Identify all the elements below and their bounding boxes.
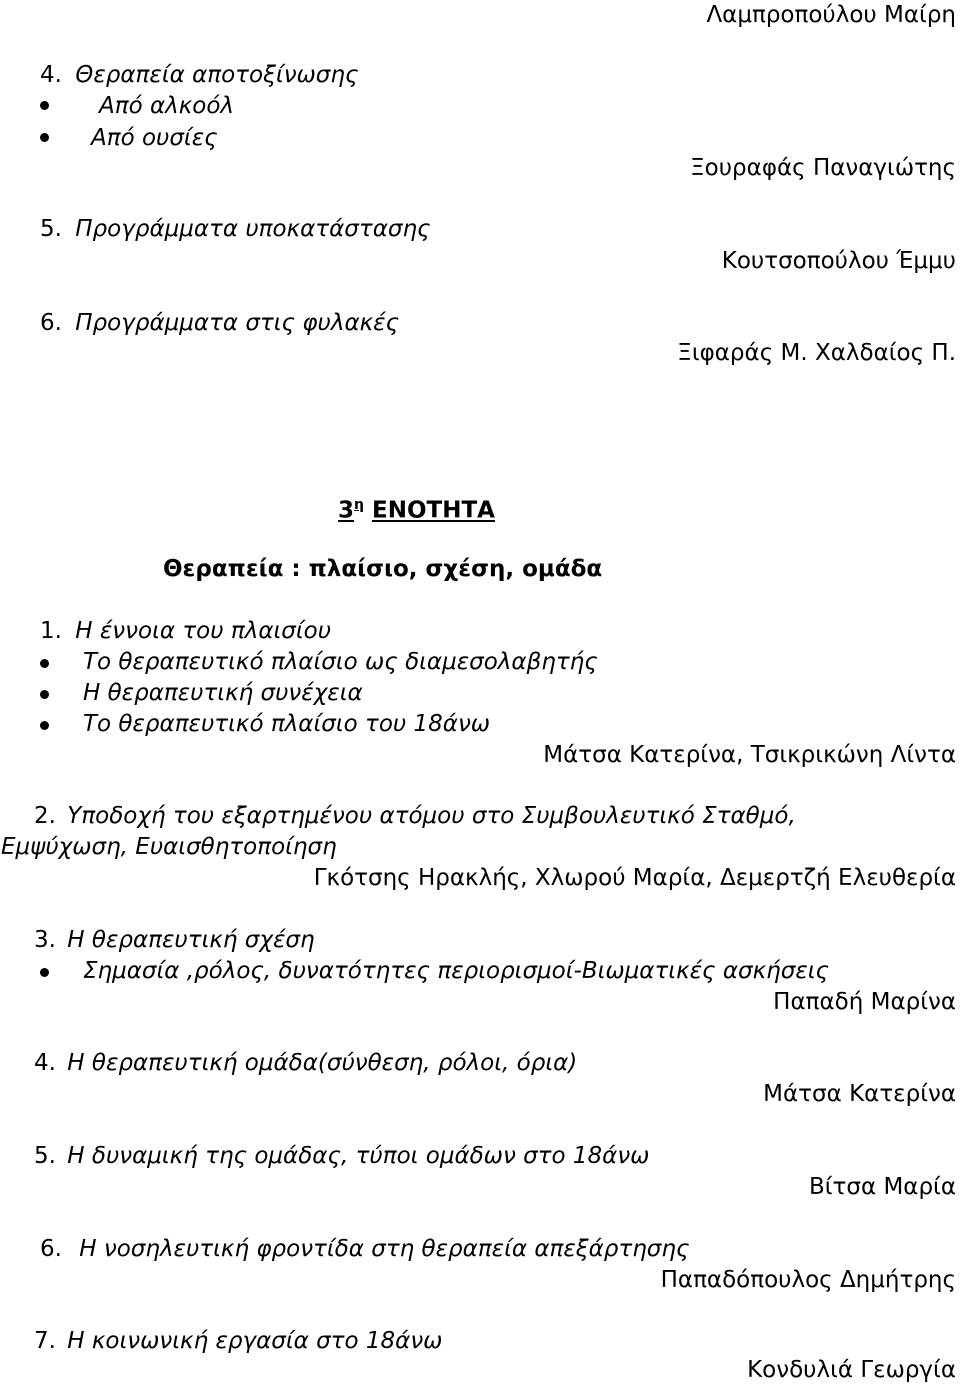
item-1-heading (40, 617, 331, 645)
bullet-dot-icon (40, 721, 49, 730)
item-4-heading (40, 61, 358, 89)
section-number: 3 (338, 497, 355, 524)
bullet-item: Η θεραπευτική συνέχεια (83, 680, 363, 706)
item-title: Προγράμματα στις φυλακές (75, 310, 400, 336)
item-number: 3. (34, 927, 56, 953)
item-title-continued: Εμψύχωση, Ευαισθητοποίηση (1, 834, 337, 860)
bullet-item: Από αλκοόλ (99, 93, 235, 119)
bullet-item: Το θεραπευτικό πλαίσιο του 18άνω (83, 711, 491, 737)
bullet-dot-icon (40, 659, 49, 668)
author: Γκότσης Ηρακλής, Χλωρού Μαρία, Δεμερτζή Ελευθερία (313, 865, 956, 891)
author: Παπαδόπουλος Δημήτρης (660, 1267, 956, 1293)
item-5-heading (40, 215, 431, 243)
item-title: Η νοσηλευτική φροντίδα στη θεραπεία απεξάρτησης (79, 1236, 690, 1262)
section-sup: η (354, 497, 364, 513)
item-number: 5. (34, 1143, 56, 1169)
item-number: 1. (40, 618, 62, 644)
item-title: Η κοινωνική εργασία στο 18άνω (67, 1328, 443, 1354)
author: Μάτσα Κατερίνα, Τσικρικώνη Λίντα (543, 742, 956, 768)
item-title: Η θεραπευτική ομάδα(σύνθεση, ρόλοι, όρια) (67, 1050, 578, 1076)
item-title: Η δυναμική της ομάδας, τύποι ομάδων στο 18άνω (67, 1143, 650, 1169)
author: Βίτσα Μαρία (808, 1174, 956, 1200)
section-title: ΕΝΟΤΗΤΑ (372, 497, 495, 524)
item-number: 4. (40, 62, 62, 88)
item-number: 7. (34, 1328, 56, 1354)
bullet-dot-icon (40, 133, 49, 142)
item-number: 2. (34, 803, 56, 829)
item-number: 4. (34, 1050, 56, 1076)
item-3-heading (34, 926, 315, 954)
author: Ξουραφάς Παναγιώτης (690, 155, 956, 181)
author: Κουτσοπούλου Έμμυ (721, 248, 956, 274)
author: Κονδυλιά Γεωργία (747, 1357, 956, 1383)
section-subtitle: Θεραπεία : πλαίσιο, σχέση, ομάδα (163, 556, 603, 582)
item-2-heading (34, 802, 796, 830)
bullet-item: Το θεραπευτικό πλαίσιο ως διαμεσολαβητής (83, 649, 598, 675)
item-title: Θεραπεία αποτοξίνωσης (75, 62, 359, 88)
item-title: Προγράμματα υποκατάστασης (75, 216, 431, 242)
item-number: 5. (40, 216, 62, 242)
item-7-heading (34, 1327, 442, 1355)
bullet-item: Σημασία ,ρόλος, δυνατότητες περιορισμοί-Βιωματικές ασκήσεις (83, 958, 830, 984)
bullet-item: Από ουσίες (91, 125, 218, 151)
item-6-heading (40, 309, 399, 337)
bullet-dot-icon (40, 101, 49, 110)
author: Ξιφαράς Μ. Χαλδαίος Π. (677, 340, 956, 366)
item-title: Υποδοχή του εξαρτημένου ατόμου στο Συμβουλευτικό Σταθμό, (67, 803, 796, 829)
item-title: Η έννοια του πλαισίου (75, 618, 332, 644)
author: Μάτσα Κατερίνα (763, 1081, 956, 1107)
author: Παπαδή Μαρίνα (773, 989, 956, 1015)
item-number: 6. (40, 1236, 62, 1262)
item-4-heading-b (34, 1049, 577, 1077)
section-heading (0, 491, 960, 525)
bullet-dot-icon (40, 968, 49, 977)
item-number: 6. (40, 310, 62, 336)
item-5-heading-b (34, 1142, 649, 1170)
item-6-heading-b (40, 1235, 689, 1263)
bullet-dot-icon (40, 690, 49, 699)
item-title: Η θεραπευτική σχέση (67, 927, 315, 953)
author-top: Λαμπροπούλου Μαίρη (706, 2, 956, 28)
